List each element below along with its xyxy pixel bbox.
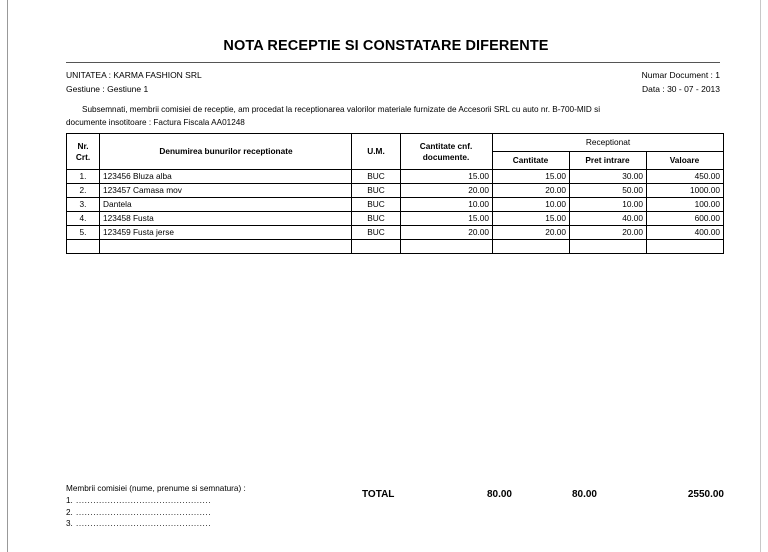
unitatea-label: UNITATEA : KARMA FASHION SRL: [66, 70, 202, 80]
cell-um: BUC: [352, 198, 401, 212]
col-header-cantitate-cnf-line2: documente.: [422, 151, 470, 162]
printed-page: [7, 0, 761, 552]
header-row-company: [66, 68, 720, 82]
table-empty-space-row: [67, 240, 724, 254]
col-header-pret-intrare: Pret intrare: [570, 152, 647, 170]
cell-cantitate-cnf: 15.00: [401, 212, 493, 226]
cell-denumire: Dantela: [100, 198, 352, 212]
data-label: Data : 30 - 07 - 2013: [642, 84, 720, 94]
table-header-row-top: [67, 134, 724, 152]
cell-cantitate: 20.00: [493, 226, 570, 240]
cell-nr: 5.: [67, 226, 100, 240]
cell-um: BUC: [352, 184, 401, 198]
member-number: 2.: [66, 507, 73, 517]
gestiune-label: Gestiune : Gestiune 1: [66, 84, 149, 94]
cell-cantitate-cnf: 20.00: [401, 226, 493, 240]
cell-cantitate: 15.00: [493, 170, 570, 184]
header-row-gestiune: [66, 82, 720, 96]
cell-denumire: 123458 Fusta: [100, 212, 352, 226]
cell-empty-cantitate: [493, 240, 570, 254]
member-number: 1.: [66, 496, 73, 505]
col-header-um: U.M.: [352, 134, 401, 170]
col-header-valoare: Valoare: [647, 152, 724, 170]
total-label: TOTAL: [362, 489, 395, 500]
cell-valoare: 600.00: [647, 212, 724, 226]
col-header-nr-crt: [67, 134, 100, 170]
cell-cantitate: 20.00: [493, 184, 570, 198]
cell-nr: 1.: [67, 170, 100, 184]
cell-denumire: 123456 Bluza alba: [100, 170, 352, 184]
col-header-nr-crt-line2: Crt.: [75, 151, 91, 162]
cell-empty-nr: [67, 240, 100, 254]
goods-table-body: [67, 170, 724, 254]
cell-empty-cantitate-cnf: [401, 240, 493, 254]
cell-pret-intrare: 50.00: [570, 184, 647, 198]
cell-empty-um: [352, 240, 401, 254]
cell-cantitate: 10.00: [493, 198, 570, 212]
document-header: [66, 68, 720, 96]
cell-nr: 3.: [67, 198, 100, 212]
members-title: Membrii comisiei (nume, prenume si semnatura) :: [66, 484, 246, 493]
goods-table-container: [66, 133, 724, 254]
intro-line-1: Subsemnati, membrii comisiei de receptie, am procedat la receptionarea valorilor materiale furnizate de Accesorii SRL cu auto nr. B-700-MID si: [82, 105, 601, 114]
page-title: NOTA RECEPTIE SI CONSTATARE DIFERENTE: [223, 38, 549, 54]
total-cantitate-cnf: 80.00: [486, 489, 512, 500]
goods-table-head: [67, 134, 724, 170]
cell-cantitate: 15.00: [493, 212, 570, 226]
col-header-receptionat: Receptionat: [493, 134, 724, 152]
intro-line-2: documente insotitoare : Factura Fiscala AA01248: [66, 118, 245, 127]
member-signature-line: [66, 518, 720, 530]
total-valoare: 2550.00: [687, 489, 724, 500]
cell-cantitate-cnf: 15.00: [401, 170, 493, 184]
cell-nr: 4.: [67, 212, 100, 226]
cell-pret-intrare: 40.00: [570, 212, 647, 226]
cell-pret-intrare: 10.00: [570, 198, 647, 212]
document-sheet: [52, 0, 724, 542]
table-row: [67, 170, 724, 184]
member-number: 3.: [66, 519, 73, 528]
col-header-cantitate-cnf: [401, 134, 493, 170]
cell-empty-pret-intrare: [570, 240, 647, 254]
cell-valoare: 100.00: [647, 198, 724, 212]
member-dots: ...............................................: [76, 496, 212, 505]
table-row: [67, 184, 724, 198]
header-divider: [66, 62, 720, 63]
cell-um: BUC: [352, 170, 401, 184]
intro-paragraph: [66, 103, 718, 129]
cell-denumire: 123459 Fusta jerse: [100, 226, 352, 240]
cell-pret-intrare: 20.00: [570, 226, 647, 240]
cell-empty-valoare: [647, 240, 724, 254]
numar-document-label: Numar Document : 1: [641, 70, 720, 80]
cell-pret-intrare: 30.00: [570, 170, 647, 184]
cell-valoare: 400.00: [647, 226, 724, 240]
table-row: [67, 198, 724, 212]
goods-table: [66, 133, 724, 254]
col-header-denumire: Denumirea bunurilor receptionate: [100, 134, 352, 170]
cell-empty-denumire: [100, 240, 352, 254]
member-dots: ...............................................: [76, 519, 212, 528]
cell-valoare: 450.00: [647, 170, 724, 184]
cell-denumire: 123457 Camasa mov: [100, 184, 352, 198]
member-dots: ...............................................: [76, 507, 212, 517]
table-row: [67, 226, 724, 240]
member-signature-line: [66, 507, 720, 519]
total-cantitate: 80.00: [571, 489, 597, 500]
cell-um: BUC: [352, 212, 401, 226]
col-header-nr-crt-line1: Nr.: [77, 140, 89, 151]
col-header-cantitate-cnf-line1: Cantitate cnf.: [419, 140, 473, 151]
cell-valoare: 1000.00: [647, 184, 724, 198]
table-row: [67, 212, 724, 226]
cell-nr: 2.: [67, 184, 100, 198]
cell-cantitate-cnf: 20.00: [401, 184, 493, 198]
col-header-cantitate: Cantitate: [493, 152, 570, 170]
cell-cantitate-cnf: 10.00: [401, 198, 493, 212]
cell-um: BUC: [352, 226, 401, 240]
